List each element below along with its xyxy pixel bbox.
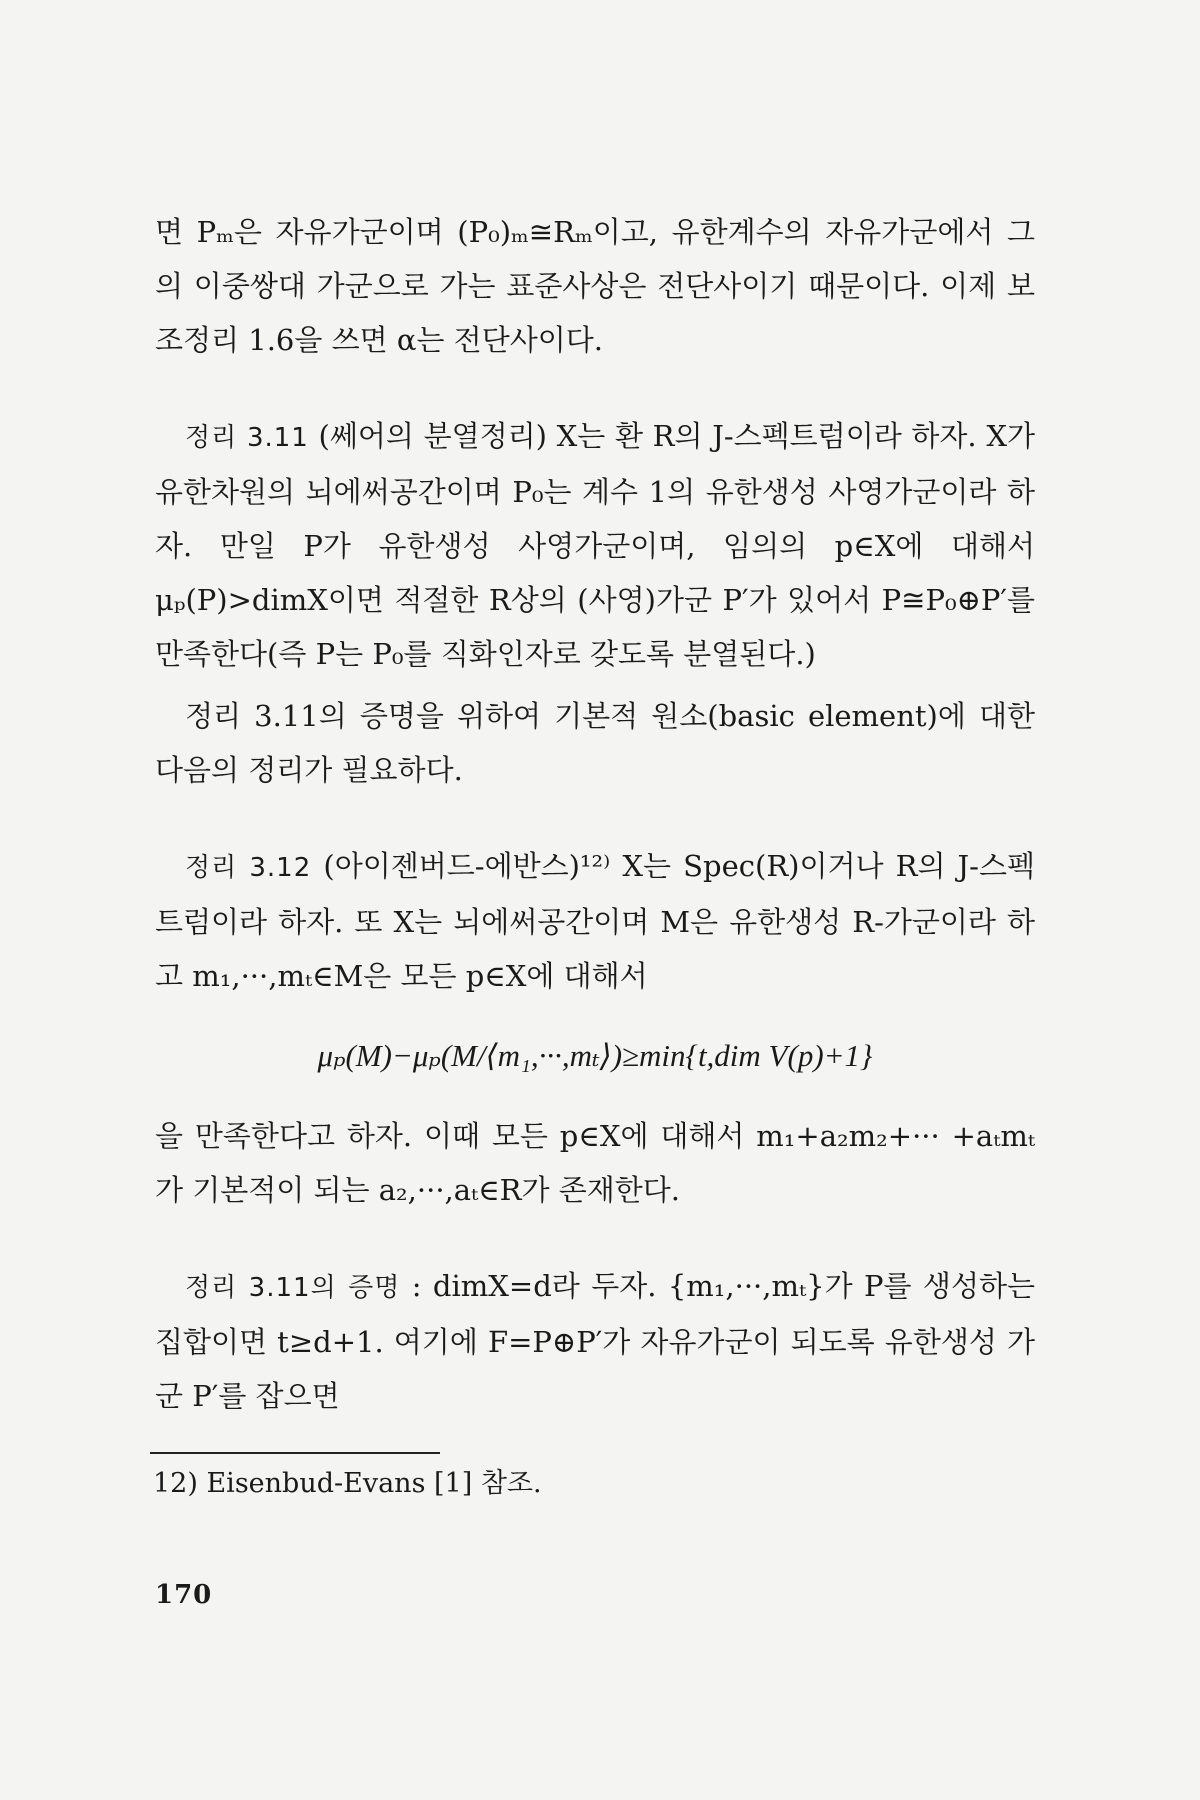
theorem-3-12 (155, 839, 1035, 1003)
paragraph-basic-element-intro: 정리 3.11의 증명을 위하여 기본적 원소(basic element)에 대한 다음의 정리가 필요하다. (155, 699, 1035, 787)
theorem-3-11 (155, 409, 1035, 681)
display-formula: μₚ(M)−μₚ(M/⟨m₁,···,mₜ⟩)≥min{t,dim V(p)+1} (317, 1038, 873, 1073)
theorem-3-12-conclusion: 을 만족한다고 하자. 이때 모든 p∈X에 대해서 m₁+a₂m₂+··· +aₜmₜ가 기본적이 되는 a₂,···,aₜ∈R가 존재한다. (155, 1119, 1035, 1207)
page-number: 170 (155, 1580, 213, 1610)
theorem-3-11-body: (쎄어의 분열정리) X는 환 R의 J-스펙트럼이라 하자. X가 유한차원의 뇌에써공간이며 P₀는 계수 1의 유한생성 사영가군이라 하자. 만일 P가 유한생성 사영가군이며, 임의의 p∈X에 대해서 μₚ(P)>dimX이면 적절한 R상의 (사영)가군 P′가 있어서 P≅P₀⊕P′를 만족한다(즉 P는 P₀를 직화인자로 갖도록 분열된다.) (155, 419, 1035, 671)
paragraph-continued-proof: 면 Pₘ은 자유가군이며 (P₀)ₘ≅Rₘ이고, 유한계수의 자유가군에서 그의 이중쌍대 가군으로 가는 표준사상은 전단사이기 때문이다. 이제 보조정리 1.6을 쓰면 α는 전단사이다. (155, 215, 1035, 357)
proof-label: 정리 3.11의 증명 (185, 1273, 401, 1303)
page-body (155, 205, 1035, 1423)
theorem-3-11-label: 정리 3.11 (185, 423, 309, 453)
footnote-separator (150, 1452, 440, 1454)
theorem-3-12-label: 정리 3.12 (185, 853, 312, 883)
theorem-3-12-body: (아이젠버드-에반스)¹²⁾ X는 Spec(R)이거나 R의 J-스펙트럼이라 하자. 또 X는 뇌에써공간이며 M은 유한생성 R-가군이라 하고 m₁,···,mₜ∈M은 모든 p∈X에 대해서 (155, 849, 1036, 993)
footnote-12: 12) Eisenbud-Evans [1] 참조. (153, 1468, 542, 1499)
proof-of-theorem-3-11 (155, 1259, 1035, 1423)
proof-body: : dimX=d라 두자. {m₁,···,mₜ}가 P를 생성하는 집합이면 t≥d+1. 여기에 F=P⊕P′가 자유가군이 되도록 유한생성 가군 P′를 잡으면 (155, 1269, 1035, 1413)
